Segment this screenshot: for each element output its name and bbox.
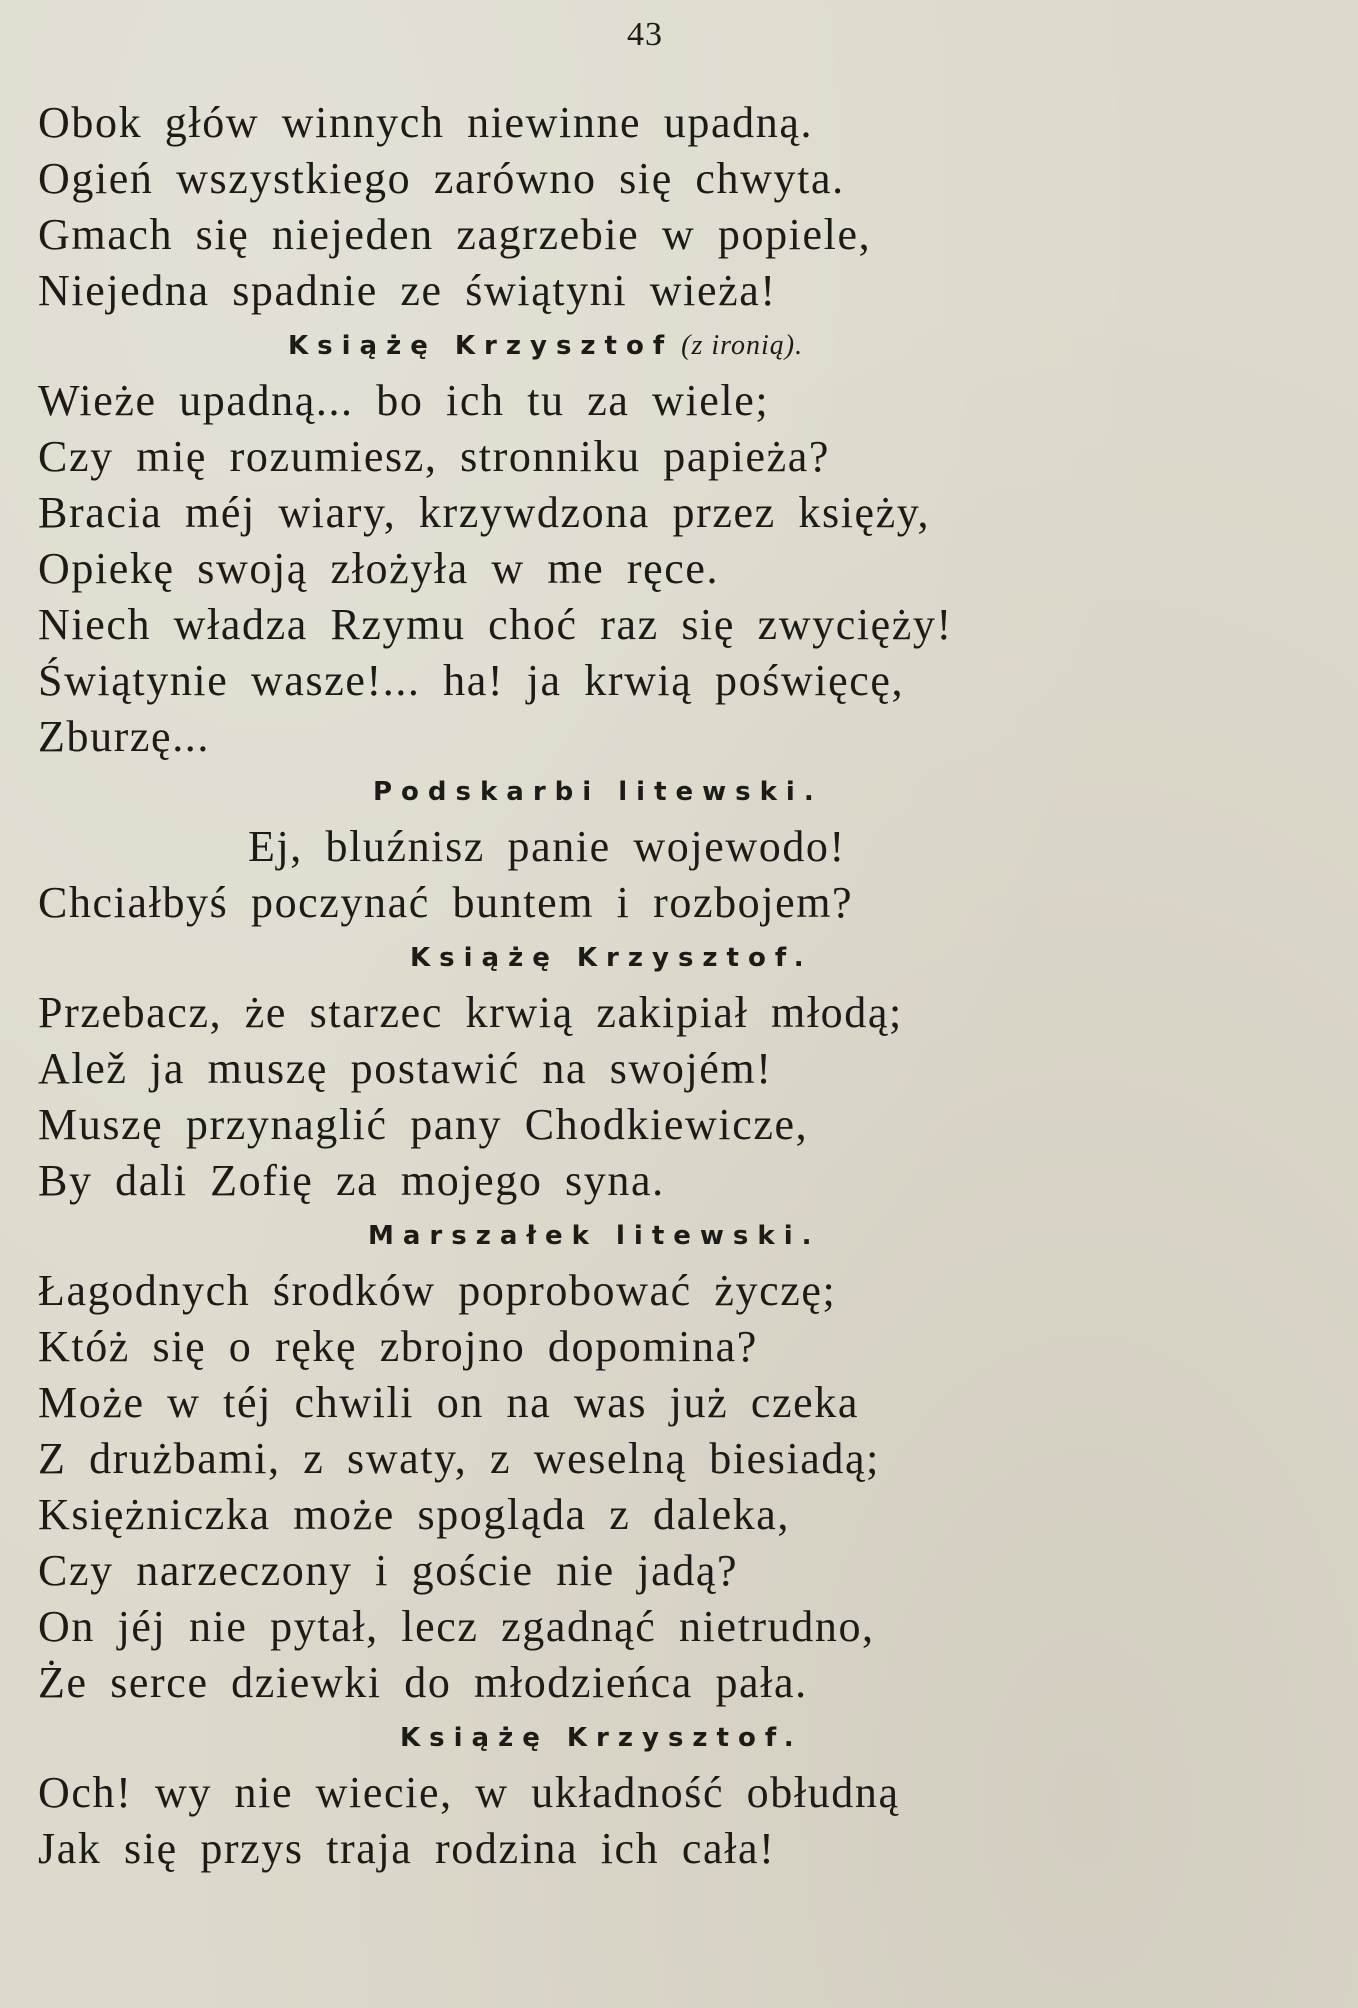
verse-line: Ej, bluźnisz panie wojewodo! bbox=[248, 822, 846, 871]
verse-line: Może w téj chwili on na was już czeka bbox=[38, 1378, 859, 1427]
verse-line: Niejedna spadnie ze świątyni wieża! bbox=[38, 266, 777, 315]
verse-line: Niech władza Rzymu choć raz się zwycięży! bbox=[38, 600, 953, 649]
verse-line: Któż się o rękę zbrojno dopomina? bbox=[38, 1322, 758, 1371]
verse-line: Czy mię rozumiesz, stronniku papieża? bbox=[38, 432, 830, 481]
verse-line: Zburzę... bbox=[38, 712, 210, 761]
drama-text bbox=[38, 95, 1278, 1877]
speaker-heading bbox=[38, 931, 1278, 985]
stage-direction: (z ironią). bbox=[681, 330, 804, 361]
page-number: 43 bbox=[627, 16, 663, 53]
speaker-heading bbox=[38, 765, 1278, 819]
verse-line: On jéj nie pytał, lecz zgadnąć nietrudno, bbox=[38, 1602, 875, 1651]
speaker-name: Marszałek litewski. bbox=[368, 1221, 821, 1251]
verse-line: Muszę przynaglić pany Chodkiewicze, bbox=[38, 1100, 809, 1149]
speaker-heading bbox=[38, 319, 1278, 373]
verse-line: By dali Zofię za mojego syna. bbox=[38, 1156, 665, 1205]
verse-line: Łagodnych środków poprobować życzę; bbox=[38, 1266, 837, 1315]
speaker-name: Książę Krzysztof. bbox=[400, 1723, 803, 1753]
verse-line: Świątynie wasze!... ha! ja krwią poświęcę, bbox=[38, 656, 905, 705]
verse-line: Z drużbami, z swaty, z weselną biesiadą; bbox=[38, 1434, 880, 1483]
verse-line: Ogień wszystkiego zarówno się chwyta. bbox=[38, 154, 845, 203]
verse-line: Księżniczka może spogląda z daleka, bbox=[38, 1490, 791, 1539]
speaker-name: Książę Krzysztof. bbox=[410, 943, 813, 973]
speaker-name: Książę Krzysztof bbox=[288, 331, 674, 361]
verse-line: Jak się przys traja rodzina ich cała! bbox=[38, 1824, 776, 1873]
verse-line: Obok głów winnych niewinne upadną. bbox=[38, 98, 814, 147]
verse-line: Bracia méj wiary, krzywdzona przez księży, bbox=[38, 488, 931, 537]
verse-line: Opiekę swoją złożyła w me ręce. bbox=[38, 544, 720, 593]
verse-line: Och! wy nie wiecie, w układność obłudną bbox=[38, 1768, 900, 1817]
verse-line: Alež ja muszę postawić na swojém! bbox=[38, 1044, 773, 1093]
verse-line: Chciałbyś poczynać buntem i rozbojem? bbox=[38, 878, 854, 927]
verse-line: Wieże upadną... bo ich tu za wiele; bbox=[38, 376, 770, 425]
speaker-heading bbox=[38, 1209, 1278, 1263]
verse-line: Że serce dziewki do młodzieńca pała. bbox=[38, 1658, 808, 1707]
verse-line: Czy narzeczony i goście nie jadą? bbox=[38, 1546, 739, 1595]
speaker-heading bbox=[38, 1711, 1278, 1765]
verse-line: Przebacz, że starzec krwią zakipiał młodą; bbox=[38, 988, 903, 1037]
speaker-name: Podskarbi litewski. bbox=[373, 777, 823, 807]
verse-line: Gmach się niejeden zagrzebie w popiele, bbox=[38, 210, 872, 259]
